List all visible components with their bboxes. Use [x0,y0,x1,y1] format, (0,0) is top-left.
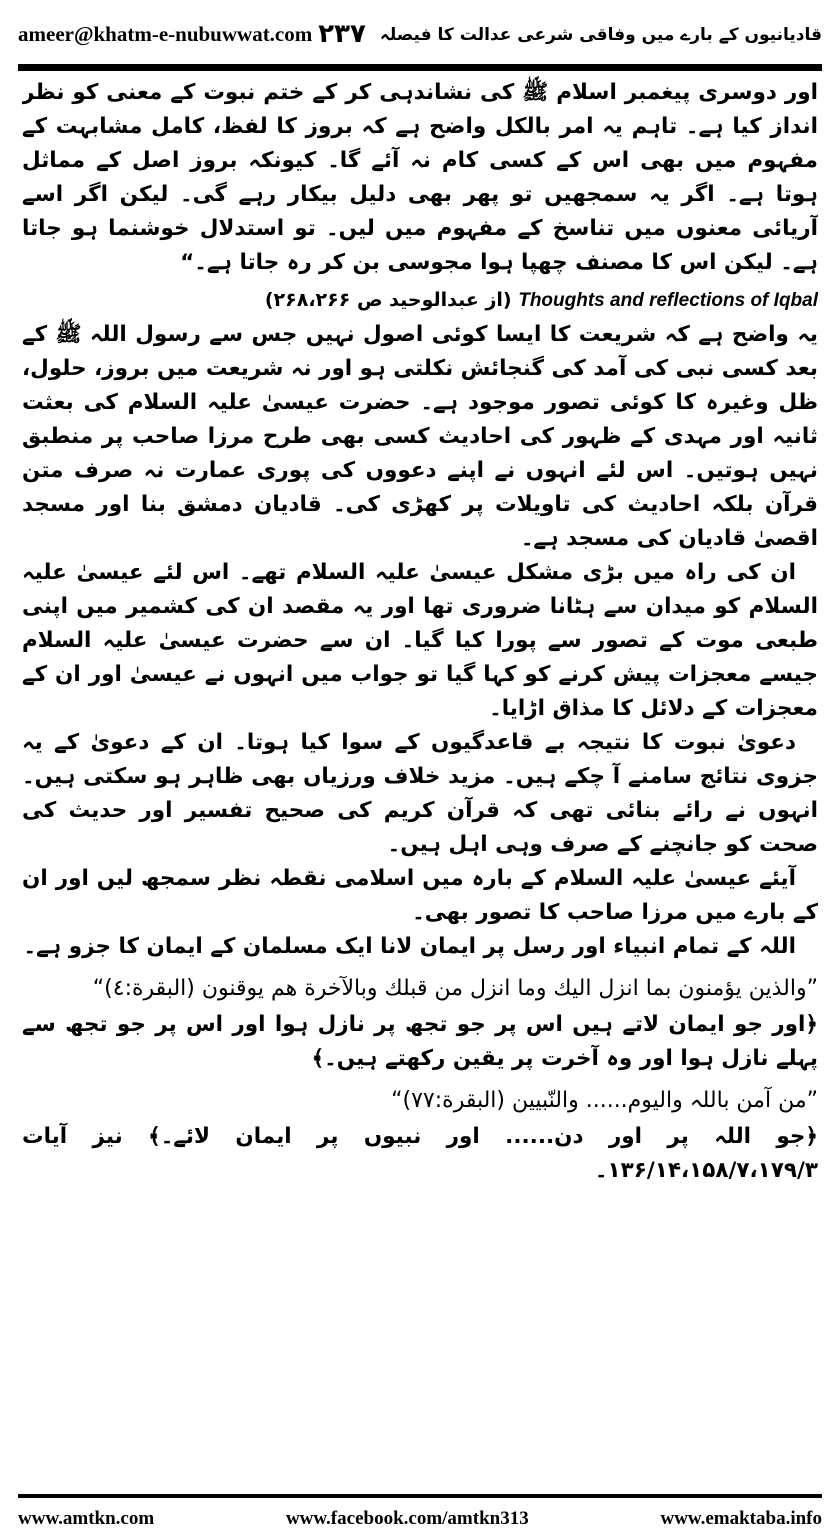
quran-quote-1: ”والذین یؤمنون بما انزل الیك وما انزل من قبلك وبالآخرة هم یوقنون (البقرة:٤)“ [92,976,818,1001]
footer-link-amtkn[interactable]: www.amtkn.com [18,1508,155,1529]
page-header [18,8,822,60]
paragraph-6: اللہ کے تمام انبیاء اور رسل پر ایمان لانا ایک مسلمان کے ایمان کا جزو ہے۔ [23,934,796,959]
header-email: ameer@khatm-e-nubuwwat.com [18,21,313,46]
quran-quote-2: ”من آمن باللہ والیوم...... والنّبیین (البقرة:٧٧)“ [391,1088,818,1113]
header-title: قادیانیوں کے بارے میں وفاقی شرعی عدالت کا فیصلہ [379,24,822,45]
page-number: ۲۳۷ [318,19,366,49]
page-footer [18,1504,822,1534]
quran-translation-2: ﴿جو اللہ پر اور دن...... اور نبیوں پر ایمان لائے۔﴾ نیز آیات ۱۳۶/۱۴،۱۵۸/۷،۱۷۹/۳۔ [22,1124,818,1183]
header-rule [18,64,822,71]
header-right [318,19,822,49]
paragraph-3: ان کی راہ میں بڑی مشکل عیسیٰ علیہ السلام تھے۔ اس لئے عیسیٰ علیہ السلام کو میدان سے ہٹانا ضروری تھا اور یہ مقصد ان کی کشمیر میں اپنی طبعی موت کے تصور سے پورا کیا گیا۔ ان سے حضرت عیسیٰ علیہ السلام جیسے معجزات پیش کرنے کو کہا گیا تو جواب میں انہوں نے عیسیٰ اور ان کے معجزات کے دلائل کا مذاق اڑایا۔ [22,560,818,721]
paragraph-2: یہ واضح ہے کہ شریعت کا ایسا کوئی اصول نہیں جس سے رسول اللہ ﷺ کے بعد کسی نبی کی آمد کی گنجائش نکلتی ہو اور نہ شریعت میں بروز، حلول، ظل وغیرہ کا کوئی تصور موجود ہے۔ حضرت عیسیٰ علیہ السلام کی بعثت ثانیہ اور مہدی کے ظہور کی احادیث کسی بھی طرح مرزا صاحب پر منطبق نہیں ہوتیں۔ اس لئے انہوں نے اپنے دعووں کی پوری عمارت نہ صرف متن قرآن بلکہ احادیث کی تاویلات پر کھڑی کی۔ قادیان دمشق بنا اور مسجد اقصیٰ قادیان کی مسجد ہے۔ [22,322,818,551]
reference-urdu: (از عبدالوحید ص ۲۶۸،۲۶۶) [264,289,512,311]
paragraph-4: دعویٰ نبوت کا نتیجہ بے قاعدگیوں کے سوا کیا ہوتا۔ ان کے دعویٰ کے یہ جزوی نتائج سامنے آ چکے ہیں۔ مزید خلاف ورزیاں بھی ظاہر ہو سکتی ہیں۔ انہوں نے رائے بنائی تھی کہ قرآن کریم کی صحیح تفسیر اور حدیث کی صحت کو جانچنے کے صرف وہی اہل ہیں۔ [22,730,818,857]
footer-rule [18,1494,822,1498]
paragraph-1: اور دوسری پیغمبر اسلام ﷺ کی نشاندہی کر کے ختم نبوت کے معنی کو نظر انداز کیا ہے۔ تاہم یہ امر بالکل واضح ہے کہ بروز کا لفظ، کامل مشابہت کے مفہوم میں بھی اس کے کسی کام نہ آئے گا۔ کیونکہ بروز اصل کے مماثل ہوتا ہے۔ اگر یہ سمجھیں تو پھر بھی دلیل بیکار رہے گی۔ لیکن اگر اسے آریائی معنوں میں تناسخ کے مفہوم میں لیں۔ تو استدلال خوشنما ہو جاتا ہے۔ لیکن اس کا مصنف چھپا ہوا مجوسی بن کر رہ جاتا ہے۔“ [22,80,818,275]
footer-link-facebook[interactable]: www.facebook.com/amtkn313 [285,1508,529,1529]
quran-translation-1: ﴿اور جو ایمان لاتے ہیں اس پر جو تجھ پر نازل ہوا اور اس پر جو تجھ سے پہلے نازل ہوا اور وہ آخرت پر یقین رکھتے ہیں۔﴾ [22,1012,818,1071]
reference-line [22,283,818,318]
paragraph-5: آیئے عیسیٰ علیہ السلام کے بارہ میں اسلامی نقطہ نظر سمجھ لیں اور ان کے بارے میں مرزا صاحب کا تصور بھی۔ [22,866,818,925]
footer-link-emaktaba[interactable]: www.emaktaba.info [660,1508,822,1529]
reference-english: Thoughts and reflections of Iqbal [518,290,818,311]
page-body [22,76,818,1490]
